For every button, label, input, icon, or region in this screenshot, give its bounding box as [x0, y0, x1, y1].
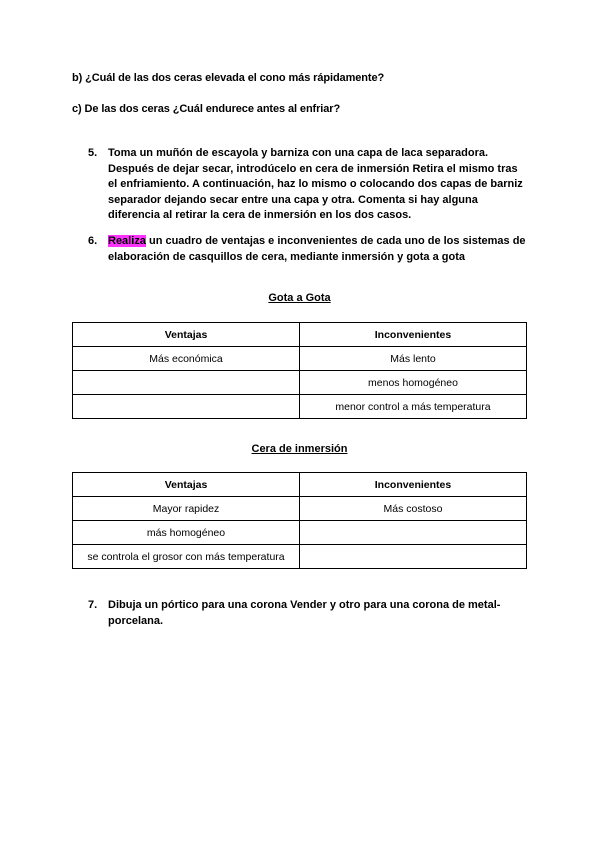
table-row — [73, 395, 527, 419]
table-row — [73, 497, 527, 521]
table-row — [73, 347, 527, 371]
table-caption-gota: Gota a Gota — [268, 292, 331, 304]
header-inconvenientes: Inconvenientes — [300, 473, 527, 497]
item-number: 6. — [88, 235, 98, 247]
table-header-row — [73, 323, 527, 347]
header-inconvenientes: Inconvenientes — [300, 323, 527, 347]
table-row — [73, 371, 527, 395]
item-text: Toma un muñón de escayola y barniza con una capa de laca separadora. Después de dejar secar, introdúcelo en cera de inmersión Retira el mismo tras el enfriamiento. A continuación, haz lo mismo o colocando dos capas de barniz separador dejando secar entre una capa y otra. Comenta si hay alguna diferencia al retirar la cera de inmersión en los dos casos. — [108, 147, 523, 221]
table-gota-a-gota — [72, 322, 527, 419]
table-cell: se controla el grosor con más temperatura — [73, 545, 300, 569]
table-cell — [300, 521, 527, 545]
list-item-7 — [88, 598, 528, 630]
item-number: 5. — [88, 147, 98, 159]
table-cell — [73, 395, 300, 419]
table-cell: más homogéneo — [73, 521, 300, 545]
item-text-rest: un cuadro de ventajas e inconvenientes de cada uno de los sistemas de elaboración de casquillos de cera, mediante inmersión y gota a gota — [108, 235, 526, 263]
list-item-5 — [88, 146, 528, 224]
highlighted-word: Realiza — [108, 235, 146, 247]
table-cell — [73, 371, 300, 395]
table-cell: Más económica — [73, 347, 300, 371]
table-header-row — [73, 473, 527, 497]
list-item-6 — [88, 234, 528, 266]
question-b: b) ¿Cuál de las dos ceras elevada el cono más rápidamente? — [72, 72, 385, 84]
table-row — [73, 521, 527, 545]
table-cell: Mayor rapidez — [73, 497, 300, 521]
table-row — [73, 545, 527, 569]
table-cell: menor control a más temperatura — [300, 395, 527, 419]
item-number: 7. — [88, 599, 98, 611]
item-text: Dibuja un pórtico para una corona Vender y otro para una corona de metal-porcelana. — [108, 599, 501, 627]
item-text — [108, 234, 528, 265]
table-cell — [300, 545, 527, 569]
table-cell: Más lento — [300, 347, 527, 371]
table-cell: menos homogéneo — [300, 371, 527, 395]
header-ventajas: Ventajas — [73, 473, 300, 497]
question-c: c) De las dos ceras ¿Cuál endurece antes al enfriar? — [72, 103, 341, 115]
header-ventajas: Ventajas — [73, 323, 300, 347]
table-cell: Más costoso — [300, 497, 527, 521]
table-cera-inmersion — [72, 472, 527, 569]
table-caption-cera: Cera de inmersión — [251, 443, 348, 455]
